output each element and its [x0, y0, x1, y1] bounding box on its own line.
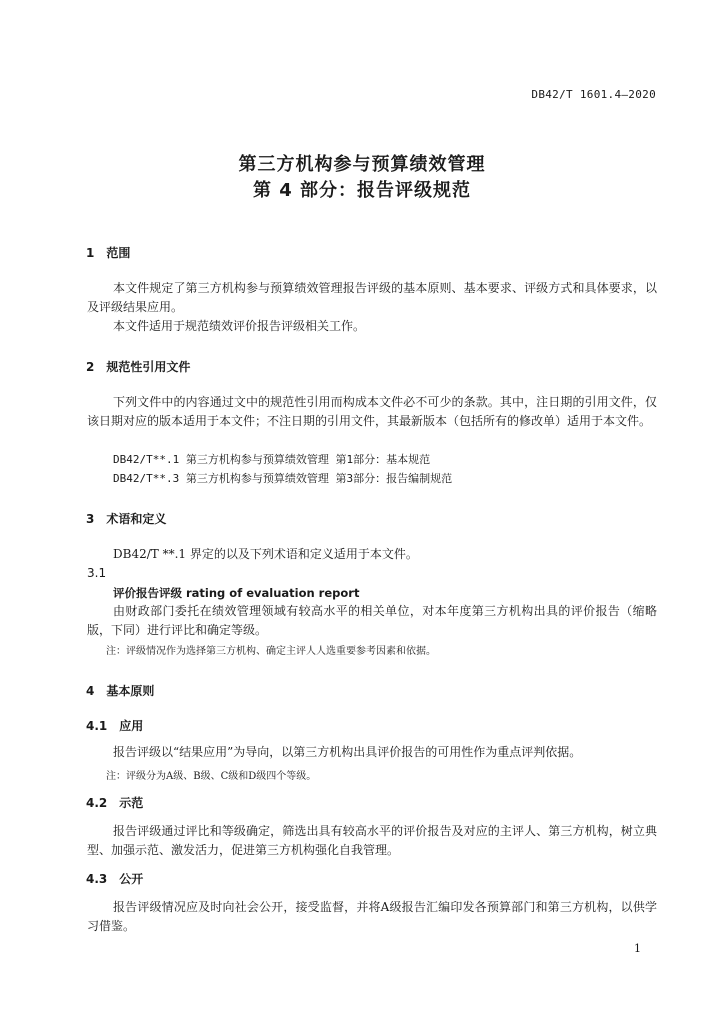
subsection-title: 示范 — [119, 796, 144, 810]
section-number: 3 — [86, 512, 95, 526]
section-title: 基本原则 — [106, 684, 155, 698]
subsection-title: 公开 — [119, 872, 144, 886]
section-3-paragraph-1: DB42/T **.1 界定的以及下列术语和定义适用于本文件。 — [113, 547, 418, 561]
subsection-number: 4.1 — [86, 719, 108, 733]
section-title: 范围 — [106, 246, 131, 260]
subsection-title: 应用 — [119, 719, 144, 733]
page-number: 1 — [634, 942, 641, 955]
section-2-heading — [86, 358, 190, 375]
subsection-4-1-heading — [86, 717, 143, 734]
term-definition: 由财政部门委托在绩效管理领域有较高水平的相关单位，对本年度第三方机构出具的评价报告（缩略版，下同）进行评比和确定等级。 — [87, 604, 657, 637]
subsection-4-1-note: 注：评级分为A级、B级、C级和D级四个等级。 — [106, 771, 317, 782]
document-title-line2: 第 4 部分：报告评级规范 — [252, 180, 472, 201]
subsection-4-3-heading — [86, 870, 143, 887]
subsection-number: 4.2 — [86, 796, 108, 810]
section-number: 2 — [86, 360, 95, 374]
section-4-heading — [86, 682, 154, 699]
section-1-heading — [86, 244, 130, 261]
section-title: 术语和定义 — [106, 512, 167, 526]
normative-reference-2: DB42/T**.3 第三方机构参与预算绩效管理 第3部分：报告编制规范 — [113, 472, 453, 485]
section-1-paragraph-1: 本文件规定了第三方机构参与预算绩效管理报告评级的基本原则、基本要求、评级方式和具体要求，以及评级结果应用。 — [87, 281, 657, 314]
section-3-heading — [86, 510, 166, 527]
section-1-paragraph-2: 本文件适用于规范绩效评价报告评级相关工作。 — [113, 319, 366, 333]
standard-code: DB42/T 1601.4—2020 — [531, 88, 656, 101]
section-number: 1 — [86, 246, 95, 260]
term-note: 注：评级情况作为选择第三方机构、确定主评人人选重要参考因素和依据。 — [106, 646, 436, 657]
normative-reference-1: DB42/T**.1 第三方机构参与预算绩效管理 第1部分：基本规范 — [113, 453, 431, 466]
term-heading: 评价报告评级 rating of evaluation report — [113, 586, 360, 600]
document-title-line1: 第三方机构参与预算绩效管理 — [238, 154, 486, 175]
subsection-4-3-paragraph: 报告评级情况应及时向社会公开，接受监督，并将A级报告汇编印发各预算部门和第三方机构，以供学习借鉴。 — [87, 900, 657, 933]
subsection-number: 4.3 — [86, 872, 108, 886]
section-number: 4 — [86, 684, 95, 698]
section-title: 规范性引用文件 — [106, 360, 191, 374]
subsection-4-2-paragraph: 报告评级通过评比和等级确定，筛选出具有较高水平的评价报告及对应的主评人、第三方机构，树立典型、加强示范、激发活力，促进第三方机构强化自我管理。 — [87, 824, 657, 857]
term-number: 3.1 — [87, 566, 107, 580]
subsection-4-2-heading — [86, 794, 143, 811]
subsection-4-1-paragraph: 报告评级以“结果应用”为导向，以第三方机构出具评价报告的可用性作为重点评判依据。 — [113, 745, 582, 759]
section-2-paragraph-1: 下列文件中的内容通过文中的规范性引用而构成本文件必不可少的条款。其中，注日期的引用文件，仅该日期对应的版本适用于本文件；不注日期的引用文件，其最新版本（包括所有的修改单）适用于本文件。 — [87, 395, 657, 428]
